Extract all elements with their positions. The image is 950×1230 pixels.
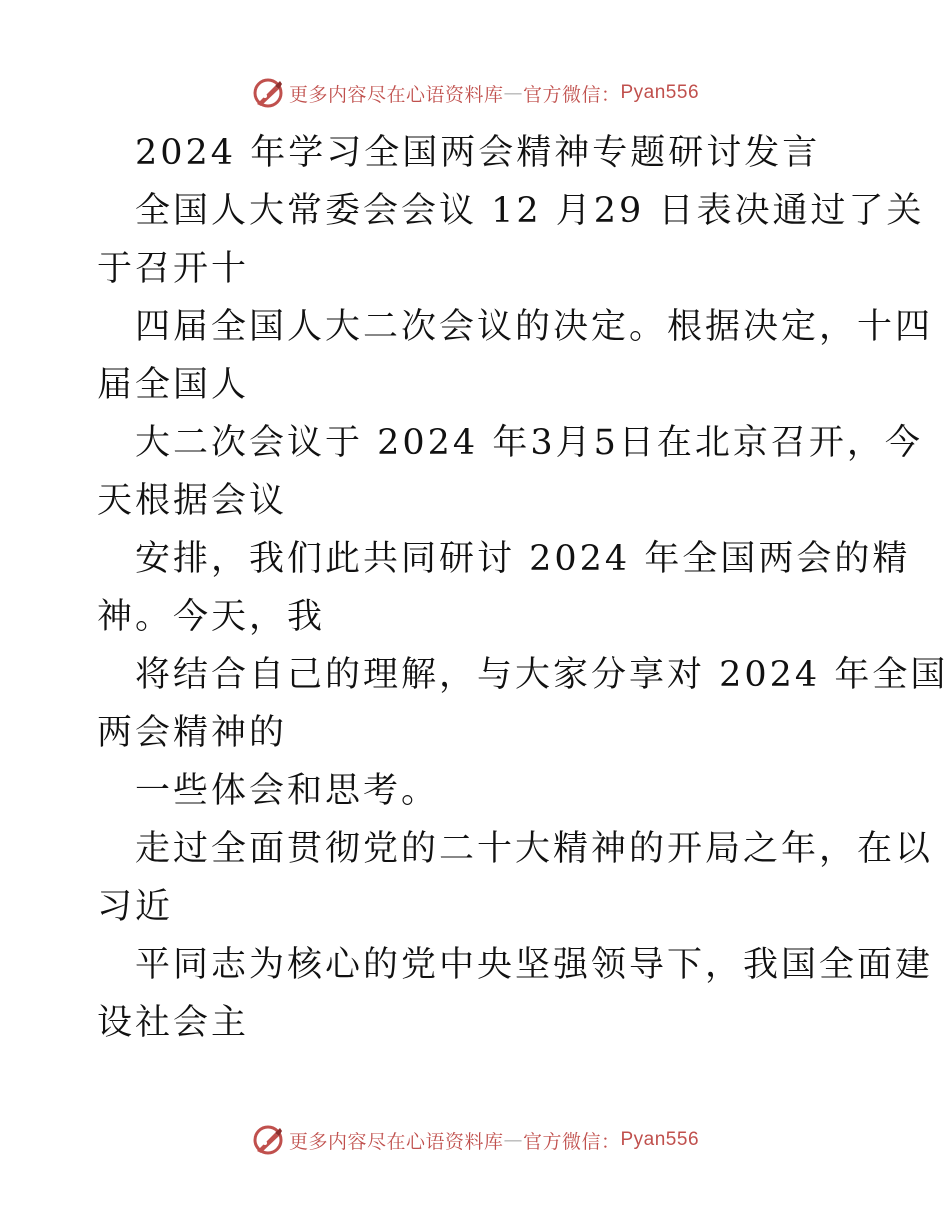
text-line: 届全国人 xyxy=(97,365,250,405)
watermark-dash: — xyxy=(503,1129,523,1151)
watermark-brand: 更多内容尽在心语资料库 xyxy=(288,83,504,106)
text-line: 全国人大常委会会议 12 月29 日表决通过了关 xyxy=(135,191,925,231)
watermark-wechat-id: Pyan556 xyxy=(620,1129,700,1150)
watermark-wechat-label: 官方微信： xyxy=(522,83,621,106)
text-line: 习近 xyxy=(97,887,174,927)
text-line: 于召开十 xyxy=(97,249,250,289)
text-line: 天根据会议 xyxy=(97,481,288,521)
watermark-wechat-label: 官方微信： xyxy=(522,1130,621,1153)
text-line: 将结合自己的理解，与大家分享对 2024 年全国 xyxy=(135,655,949,695)
watermark-brand: 更多内容尽在心语资料库 xyxy=(288,1130,504,1153)
text-line: 平同志为核心的党中央坚强领导下，我国全面建 xyxy=(135,945,934,985)
pen-logo-icon xyxy=(251,1123,285,1157)
text-line: 一些体会和思考。 xyxy=(135,771,440,811)
footer-watermark xyxy=(0,1123,950,1157)
text-line: 两会精神的 xyxy=(97,713,288,753)
pen-logo-icon xyxy=(251,76,285,110)
watermark-wechat-id: Pyan556 xyxy=(620,82,700,103)
text-line: 神。今天，我 xyxy=(97,597,326,637)
text-line: 安排，我们此共同研讨 2024 年全国两会的精 xyxy=(135,539,911,579)
text-line: 设社会主 xyxy=(97,1003,250,1043)
text-line: 大二次会议于 2024 年3月5日在北京召开，今 xyxy=(135,423,923,463)
text-line: 走过全面贯彻党的二十大精神的开局之年，在以 xyxy=(135,829,934,869)
watermark-dash: — xyxy=(503,82,523,104)
text-line: 四届全国人大二次会议的决定。根据决定，十四 xyxy=(135,307,934,347)
header-watermark xyxy=(0,76,950,110)
document-body xyxy=(97,124,949,1052)
document-title: 2024 年学习全国两会精神专题研讨发言 xyxy=(135,133,821,173)
